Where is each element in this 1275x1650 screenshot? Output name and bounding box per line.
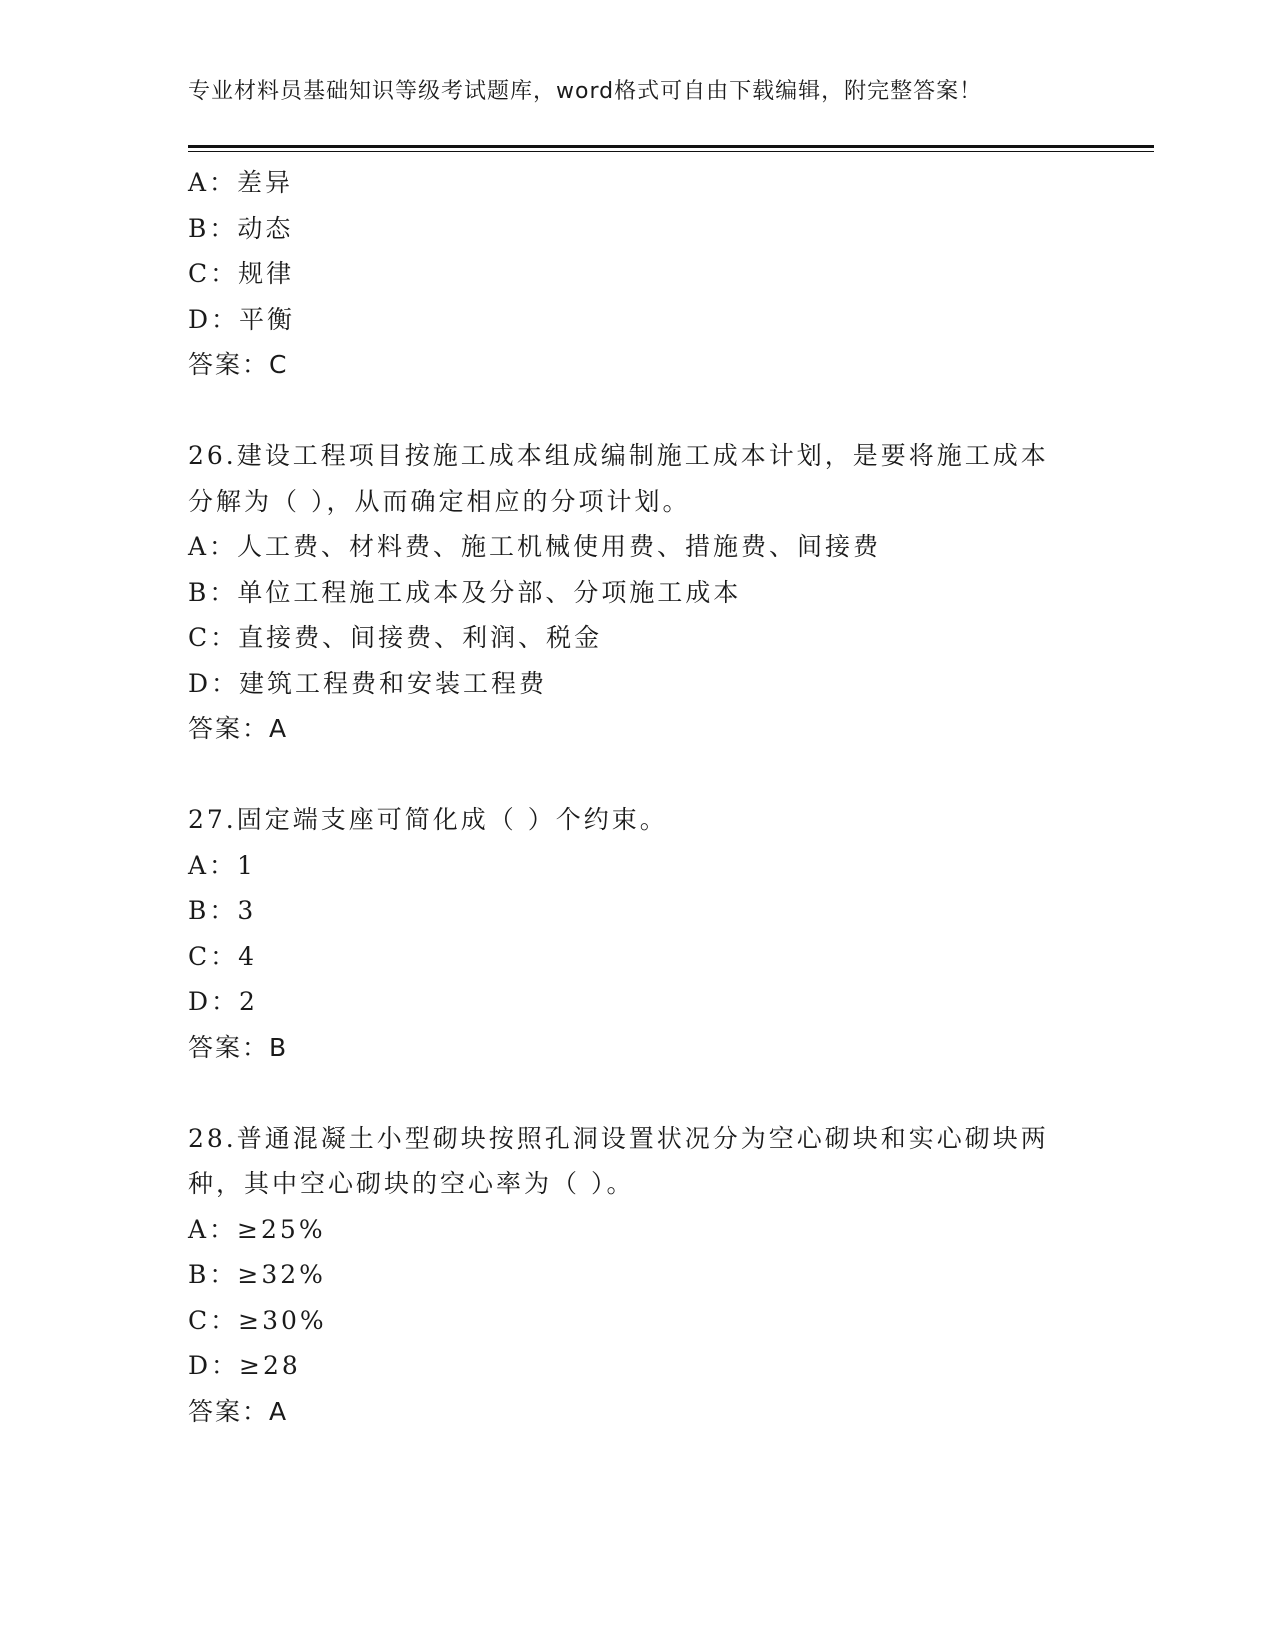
- question-stem: 27.固定端支座可简化成（ ）个约束。: [188, 805, 668, 834]
- question-stem: 28.普通混凝土小型砌块按照孔洞设置状况分为空心砌块和实心砌块两: [188, 1123, 1049, 1153]
- question-stem: 26.建设工程项目按施工成本组成编制施工成本计划，是要将施工成本: [188, 441, 1049, 470]
- option-b: B：3: [188, 896, 257, 925]
- option-b: B：动态: [188, 213, 294, 243]
- option-d: D：平衡: [188, 304, 296, 334]
- option-c: C：4: [188, 941, 258, 971]
- question-27-block: [188, 797, 1088, 1070]
- question-list: [188, 160, 1088, 1434]
- answer-line: 答案：A: [188, 714, 289, 743]
- question-26-block: [188, 433, 1088, 752]
- option-c: C：直接费、间接费、利润、税金: [188, 623, 603, 652]
- spacer: [188, 752, 1088, 798]
- question-stem-continued: 分解为（ ），从而确定相应的分项计划。: [188, 486, 691, 516]
- spacer: [188, 1070, 1088, 1116]
- option-a: A：人工费、材料费、施工机械使用费、措施费、间接费: [188, 532, 882, 561]
- option-d: D：≥28: [188, 1351, 301, 1380]
- header-rule-thin: [188, 151, 1154, 152]
- answer-line: 答案：A: [188, 1396, 289, 1426]
- option-d: D：2: [188, 987, 258, 1016]
- option-a: A：差异: [188, 168, 294, 197]
- answer-line: 答案：C: [188, 350, 289, 379]
- option-c: C：规律: [188, 259, 295, 288]
- question-25-block: [188, 160, 1088, 388]
- option-a: A：≥25%: [188, 1214, 326, 1244]
- question-stem-continued: 种，其中空心砌块的空心率为（ ）。: [188, 1169, 635, 1198]
- header-rule-thick: [188, 145, 1154, 148]
- option-d: D：建筑工程费和安装工程费: [188, 668, 548, 698]
- option-b: B：单位工程施工成本及分部、分项施工成本: [188, 577, 742, 607]
- option-a: A：1: [188, 850, 256, 880]
- page-header: 专业材料员基础知识等级考试题库，word格式可自由下载编辑，附完整答案！: [188, 79, 983, 104]
- spacer: [188, 388, 1088, 434]
- option-c: C：≥30%: [188, 1305, 327, 1335]
- answer-line: 答案：B: [188, 1032, 289, 1062]
- option-b: B：≥32%: [188, 1260, 326, 1289]
- question-28-block: [188, 1116, 1088, 1435]
